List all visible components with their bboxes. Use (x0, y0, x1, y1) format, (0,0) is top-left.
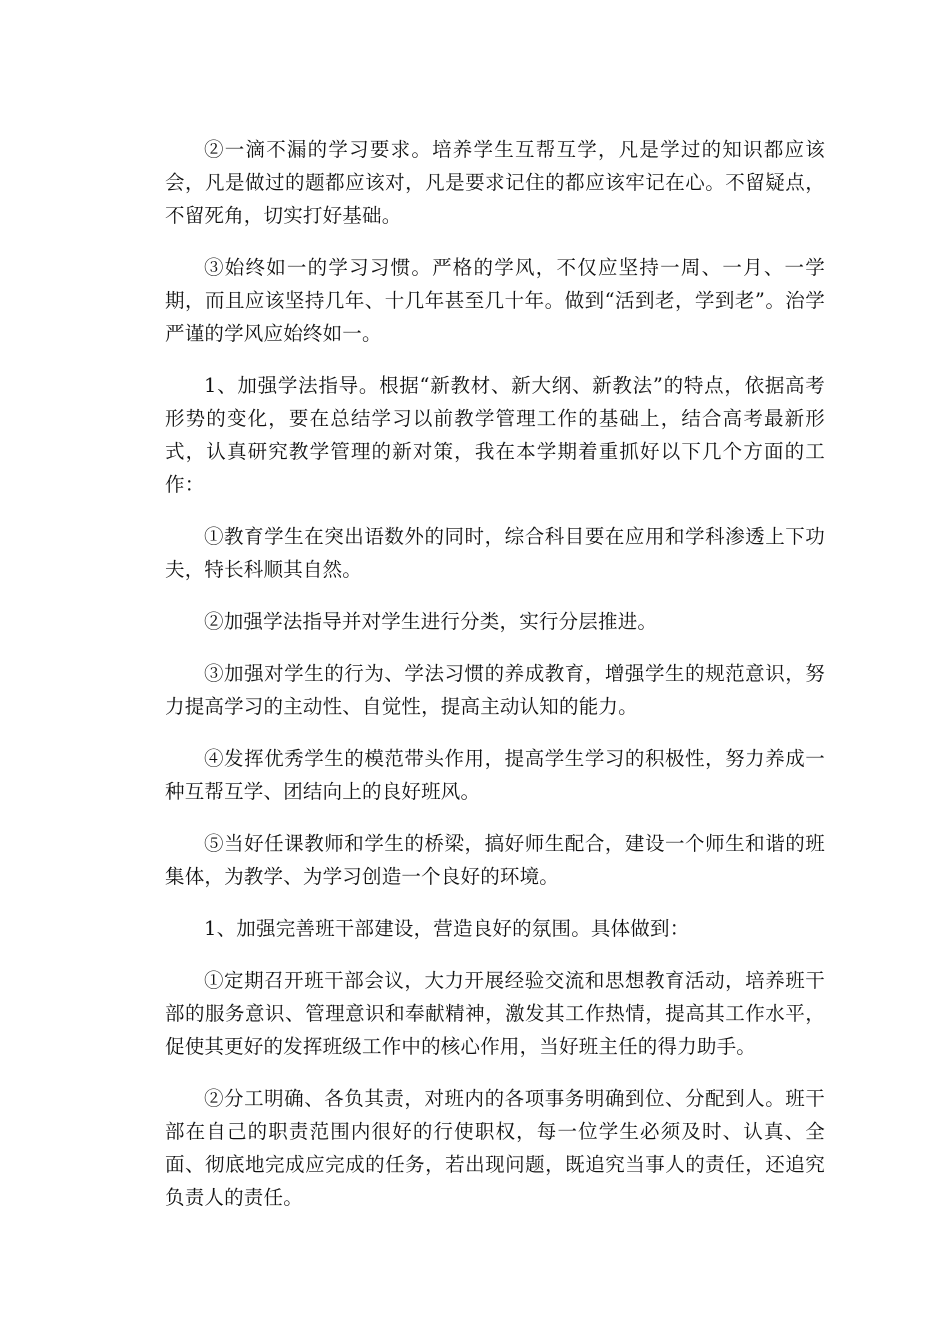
paragraph-7: ④发挥优秀学生的模范带头作用，提高学生学习的积极性，努力养成一种互帮互学、团结向上的良好班风。 (165, 747, 825, 803)
paragraph-4: ①教育学生在突出语数外的同时，综合科目要在应用和学科渗透上下功夫，特长科顺其自然。 (165, 525, 825, 581)
paragraph-6: ③加强对学生的行为、学法习惯的养成教育，增强学生的规范意识，努力提高学习的主动性、自觉性，提高主动认知的能力。 (165, 662, 825, 718)
paragraph-2: ③始终如一的学习习惯。严格的学风，不仅应坚持一周、一月、一学期，而且应该坚持几年、十几年甚至几十年。做到“活到老，学到老”。治学严谨的学风应始终如一。 (165, 256, 825, 345)
document-body (165, 133, 825, 1233)
paragraph-9: 1、加强完善班干部建设，营造良好的氛围。具体做到： (204, 917, 690, 940)
paragraph-11: ②分工明确、各负其责，对班内的各项事务明确到位、分配到人。班干部在自己的职责范围内很好的行使职权，每一位学生必须及时、认真、全面、彻底地完成应完成的任务，若出现问题，既追究当事人的责任，还追究负责人的责任。 (165, 1087, 825, 1209)
paragraph-8: ⑤当好任课教师和学生的桥梁，搞好师生配合，建设一个师生和谐的班集体，为教学、为学习创造一个良好的环境。 (165, 832, 825, 888)
paragraph-10: ①定期召开班干部会议，大力开展经验交流和思想教育活动，培养班干部的服务意识、管理意识和奉献精神，激发其工作热情，提高其工作水平，促使其更好的发挥班级工作中的核心作用，当好班主任的得力助手。 (165, 969, 825, 1058)
paragraph-5: ②加强学法指导并对学生进行分类，实行分层推进。 (204, 610, 658, 633)
paragraph-1: ②一滴不漏的学习要求。培养学生互帮互学，凡是学过的知识都应该会，凡是做过的题都应该对，凡是要求记住的都应该牢记在心。不留疑点，不留死角，切实打好基础。 (165, 138, 825, 227)
paragraph-3: 1、加强学法指导。根据“新教材、新大纲、新教法”的特点，依据高考形势的变化，要在总结学习以前教学管理工作的基础上，结合高考最新形式，认真研究教学管理的新对策，我在本学期着重抓好以下几个方面的工作： (165, 374, 825, 496)
